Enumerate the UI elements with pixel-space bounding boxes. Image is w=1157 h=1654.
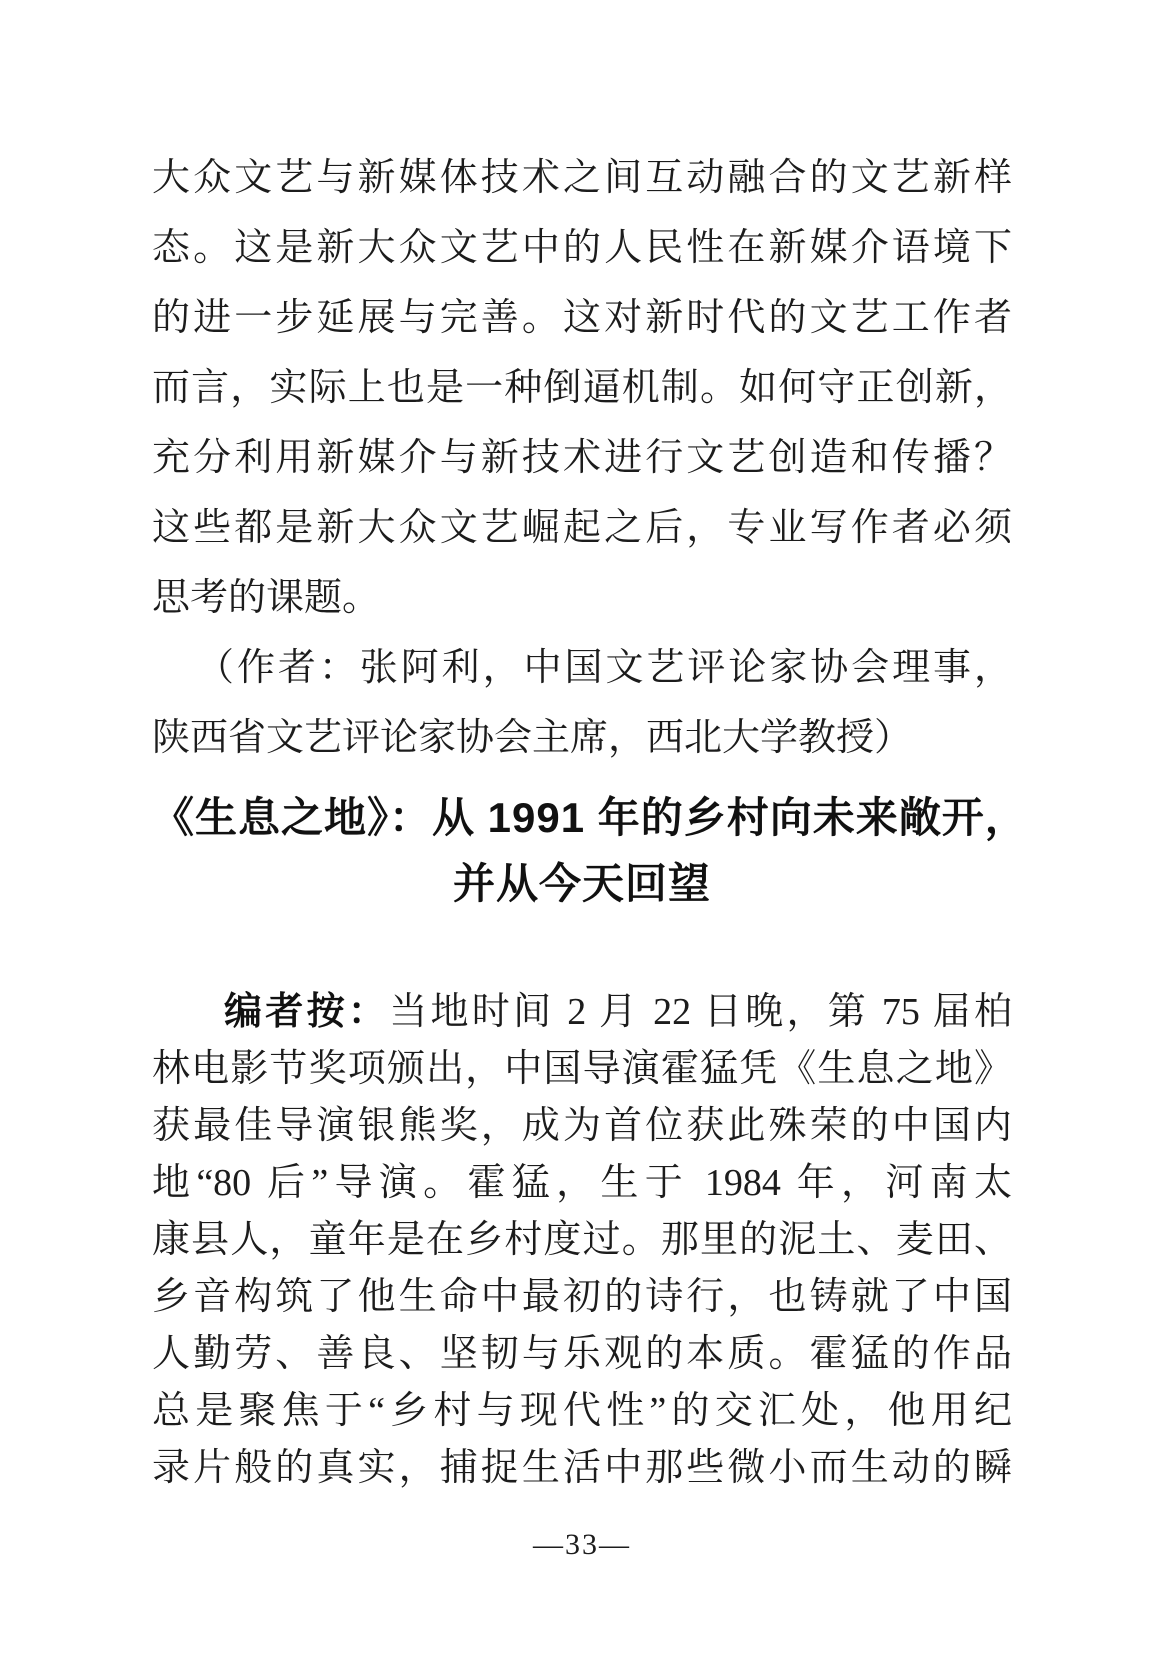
text-line: 人勤劳、善良、坚韧与乐观的本质。霍猛的作品 [152, 1333, 1012, 1375]
text-line: 而言，实际上也是一种倒逼机制。如何守正创新， [152, 367, 1012, 409]
editor-note-label: 编者按： [224, 991, 390, 1033]
text-line: 康县人，童年是在乡村度过。那里的泥土、麦田、 [152, 1219, 1012, 1261]
editor-note [152, 984, 1012, 1497]
text-line: 思考的课题。 [152, 577, 381, 619]
text-line: 充分利用新媒介与新技术进行文艺创造和传播？ [152, 437, 1012, 479]
text-line: 这些都是新大众文艺崛起之后，专业写作者必须 [152, 507, 1012, 549]
page-number: —33— [533, 1528, 631, 1561]
editor-note-text: 当地时间 2 月 22 日晚，第 75 届柏 [389, 991, 1012, 1033]
article-title-line-1: 《生息之地》：从 1991 年的乡村向未来敞开， [152, 794, 1028, 841]
author-attribution-line: 陕西省文艺评论家协会主席，西北大学教授） [152, 717, 913, 759]
text-line: 地“80 后”导演。霍猛，生于 1984 年，河南太 [152, 1162, 1012, 1204]
editor-note-first-line [152, 984, 1012, 1041]
author-attribution-line: （作者：张阿利，中国文艺评论家协会理事， [196, 647, 1012, 689]
body-paragraph [152, 143, 1012, 773]
article-title-line-2: 并从今天回望 [452, 860, 711, 907]
text-line: 态。这是新大众文艺中的人民性在新媒介语境下 [152, 227, 1012, 269]
text-line: 林电影节奖项颁出，中国导演霍猛凭《生息之地》 [152, 1048, 1012, 1090]
text-line: 总是聚焦于“乡村与现代性”的交汇处，他用纪 [152, 1390, 1012, 1432]
text-line: 录片般的真实，捕捉生活中那些微小而生动的瞬 [152, 1447, 1012, 1489]
text-line: 大众文艺与新媒体技术之间互动融合的文艺新样 [152, 157, 1012, 199]
text-line: 的进一步延展与完善。这对新时代的文艺工作者 [152, 297, 1012, 339]
text-line: 获最佳导演银熊奖，成为首位获此殊荣的中国内 [152, 1105, 1012, 1147]
article-title [152, 785, 1028, 917]
text-line: 乡音构筑了他生命中最初的诗行，也铸就了中国 [152, 1276, 1012, 1318]
